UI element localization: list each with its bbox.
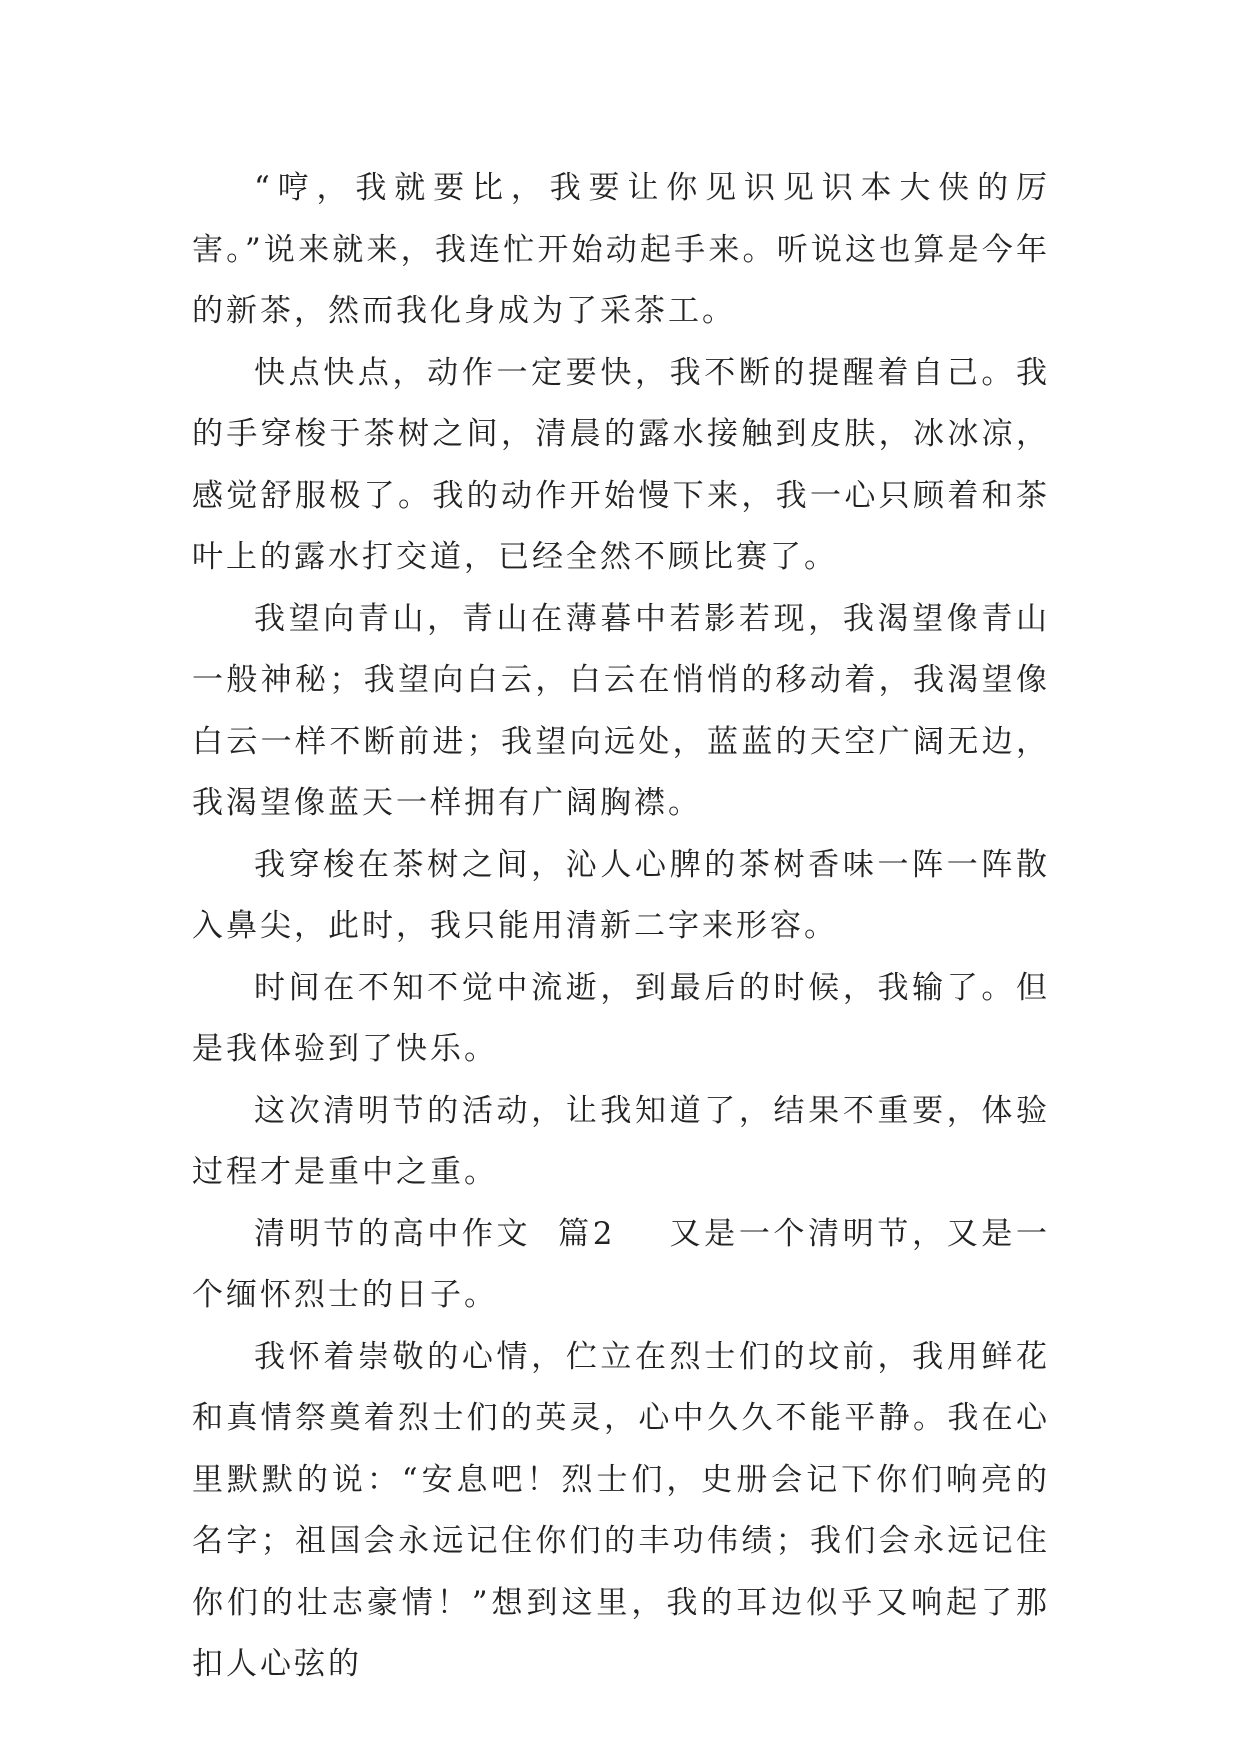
document-body (192, 158, 1050, 1696)
paragraph: 我怀着崇敬的心情，伫立在烈士们的坟前，我用鲜花和真情祭奠着烈士们的英灵，心中久久不能平静。我在心里默默的说：“安息吧！烈士们，史册会记下你们响亮的名字；祖国会永远记住你们的丰功伟绩；我们会永远记住你们的壮志豪情！”想到这里，我的耳边似乎又响起了那扣人心弦的 (192, 1338, 1050, 1682)
paragraph: 我望向青山，青山在薄暮中若影若现，我渴望像青山一般神秘；我望向白云，白云在悄悄的移动着，我渴望像白云一样不断前进；我望向远处，蓝蓝的天空广阔无边，我渴望像蓝天一样拥有广阔胸襟。 (192, 600, 1050, 821)
paragraph: 快点快点，动作一定要快，我不断的提醒着自己。我的手穿梭于茶树之间，清晨的露水接触到皮肤，冰冰凉，感觉舒服极了。我的动作开始慢下来，我一心只顾着和茶叶上的露水打交道，已经全然不顾比赛了。 (192, 354, 1050, 575)
paragraph: “哼，我就要比，我要让你见识见识本大侠的厉害。”说来就来，我连忙开始动起手来。听说这也算是今年的新茶，然而我化身成为了采茶工。 (192, 170, 1050, 329)
paragraph: 我穿梭在茶树之间，沁人心脾的茶树香味一阵一阵散入鼻尖，此时，我只能用清新二字来形容。 (192, 846, 1050, 944)
section-heading-paragraph: 清明节的高中作文 篇2 又是一个清明节，又是一个缅怀烈士的日子。 (192, 1215, 1050, 1313)
paragraph: 时间在不知不觉中流逝，到最后的时候，我输了。但是我体验到了快乐。 (192, 969, 1050, 1067)
paragraph: 这次清明节的活动，让我知道了，结果不重要，体验过程才是重中之重。 (192, 1092, 1050, 1190)
